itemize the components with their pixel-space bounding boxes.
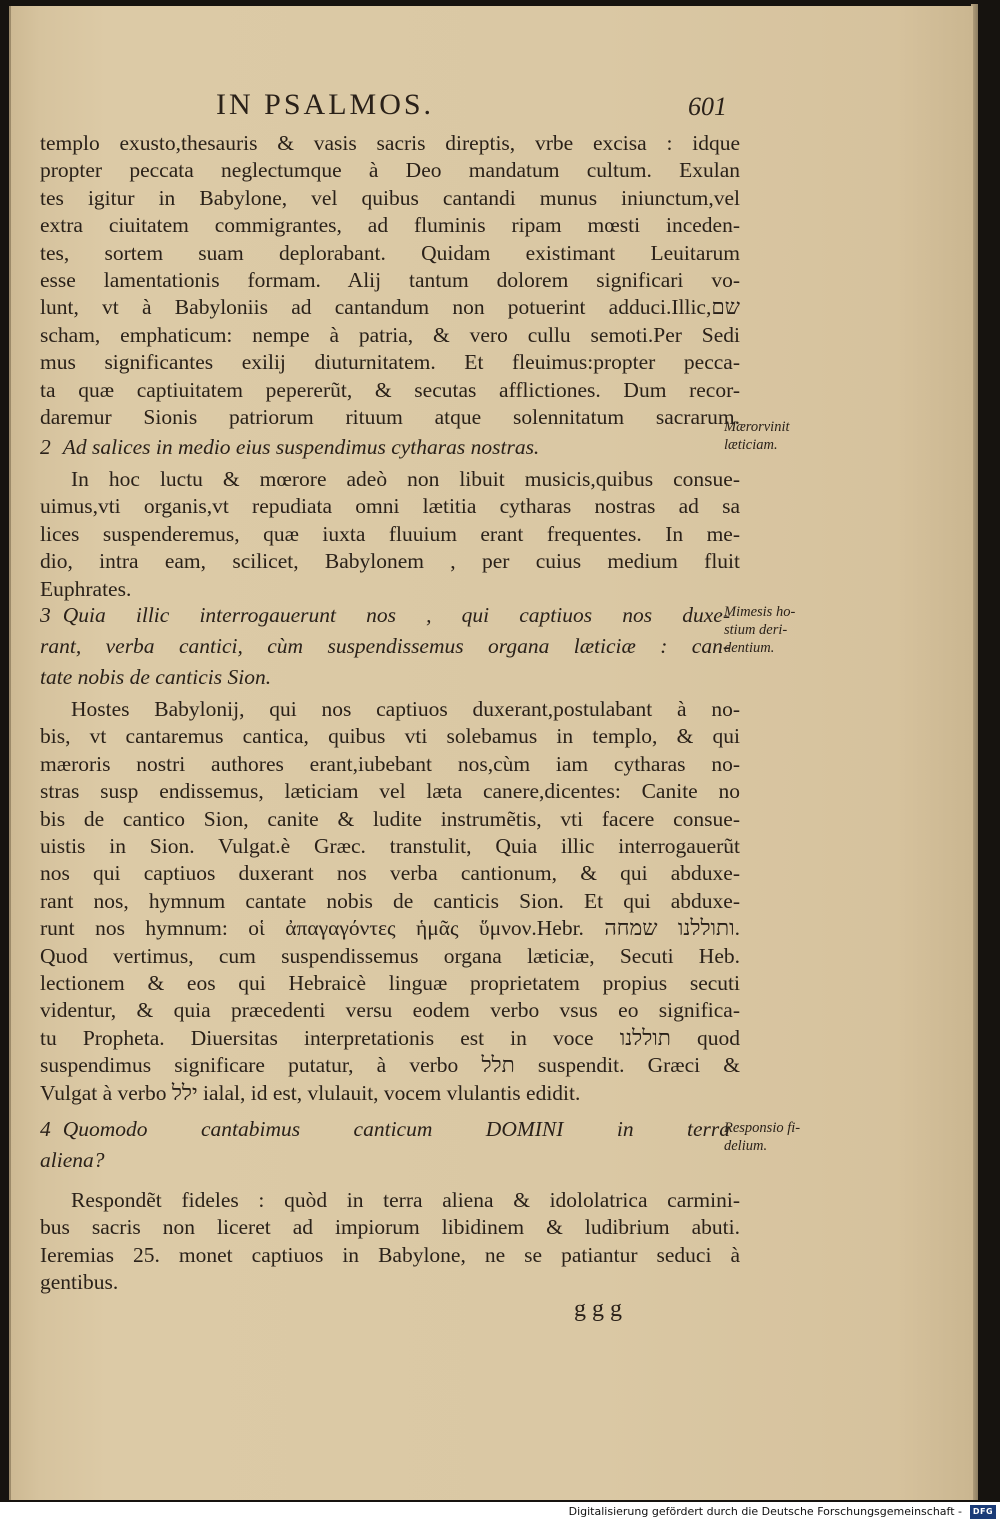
marginal-note-2 — [724, 603, 834, 657]
text-line: ta quæ captiuitatem pepererũt, & secutas afflictiones. Dum recor- — [40, 377, 740, 402]
text-line: lectionem & eos qui Hebraicè linguæ proprietatem propius secuti — [40, 971, 740, 996]
paragraph-1 — [40, 130, 740, 431]
text-line: runt nos hymnum: οἱ ἀπαγαγόντες ἡμᾶς ὕμνον.Hebr. ותוללנו שמחה. — [40, 916, 740, 941]
verse-number: 3 — [40, 603, 51, 627]
verse-line: rant, verba cantici, cùm suspendissemus organa læticiæ : can- — [40, 634, 730, 658]
text-line: rant nos, hymnum cantate nobis de canticis Sion. Et qui abduxe- — [40, 888, 740, 913]
verse-text: Quia illic interrogauerunt nos , qui captiuos nos duxe- — [62, 603, 730, 627]
verse-line — [40, 1114, 730, 1145]
text-line: Ieremias 25. monet captiuos in Babylone, ne se patiantur seduci à — [40, 1242, 740, 1267]
text-line: uistis in Sion. Vulgat.è Græc. transtulit, Quia illic interrogauerũt — [40, 834, 740, 859]
text-line: Respondẽt fideles : quòd in terra aliena & idololatrica carmini- — [71, 1188, 740, 1212]
verse-line: aliena? — [40, 1148, 105, 1172]
text-line: tes igitur in Babylone, vel quibus cantandi munus iniunctum,vel — [40, 185, 740, 210]
text-line: videntur, & quia præcedenti versu eodem verbo vsus eo significa- — [40, 998, 740, 1023]
funding-credit: Digitalisierung gefördert durch die Deutsche Forschungsgemeinschaft - — [568, 1505, 962, 1518]
note-line: stium deri- — [724, 622, 788, 638]
text-line: stras susp endissemus, læticiam vel læta canere,dicentes: Canite no — [40, 779, 740, 804]
book-page — [9, 6, 973, 1500]
note-line: Responsio fi- — [724, 1120, 801, 1136]
running-head — [11, 88, 973, 128]
text-line: lunt, vt à Babyloniis ad cantandum non potuerint adduci.Illic,שם — [40, 295, 740, 320]
text-line: Vulgat à verbo ילל ialal, id est, vlulauit, vocem vlulantis edidit. — [40, 1080, 581, 1105]
text-line: bis, vt cantaremus cantica, quibus vti solebamus in templo, & qui — [40, 724, 740, 749]
text-line: gentibus. — [40, 1270, 119, 1295]
folio-number: 601 — [688, 92, 727, 121]
text-line: templo exusto,thesauris & vasis sacris direptis, vrbe excisa : idque — [40, 131, 740, 155]
text-line: lices suspenderemus, quæ iuxta fluuium erant frequentes. In me- — [40, 521, 740, 546]
text-line: suspendimus significare putatur, à verbo תלל suspendit. Græci & — [40, 1053, 740, 1078]
note-line: dentium. — [724, 640, 775, 656]
verse-4 — [40, 1114, 730, 1176]
verse-2 — [40, 432, 730, 463]
paragraph-4 — [40, 1187, 740, 1297]
text-line: dio, intra eam, scilicet, Babylonem , per cuius medium fluit — [40, 549, 740, 574]
text-line: propter peccata neglectumque à Deo mandatum cultum. Exulan — [40, 158, 740, 183]
text-line: daremur Sionis patriorum rituum atque solennitatum sacrarum. — [40, 405, 740, 430]
text-line: bus sacris non liceret ad impiorum libidinem & ludibrium abuti. — [40, 1215, 740, 1240]
text-line: nos qui captiuos duxerant nos verba cantionum, & qui abduxe- — [40, 861, 740, 886]
verse-line — [40, 432, 730, 463]
text-line: mus significantes exilij diuturnitatem. Et fleuimus:propter pecca- — [40, 350, 740, 375]
text-line: scham, emphaticum: nempe à patria, & vero cullu semoti.Per Sedi — [40, 322, 740, 347]
text-line: bis de cantico Sion, canite & ludite instrumẽtis, vti facere consue- — [40, 806, 740, 831]
verse-number: 4 — [40, 1117, 51, 1141]
signature-mark: ggg — [574, 1296, 628, 1322]
note-line: læticiam. — [724, 437, 778, 453]
text-line: In hoc luctu & mœrore adeò non libuit musicis,quibus consue- — [71, 467, 740, 491]
text-line: extra ciuitatem commigrantes, ad fluminis ripam mœsti inceden- — [40, 213, 740, 238]
text-line: tu Propheta. Diuersitas interpretationis est in voce תוללנו quod — [40, 1025, 740, 1050]
text-line: uimus,vti organis,vt repudiata omni lætitia cytharas nostras ad sa — [40, 494, 740, 519]
dfg-logo[interactable]: DFG — [970, 1505, 996, 1519]
paragraph-2 — [40, 466, 740, 603]
verse-line — [40, 600, 730, 631]
text-line: tes, sortem suam deplorabant. Quidam existimant Leuitarum — [40, 240, 740, 265]
verse-3 — [40, 600, 730, 693]
note-line: Mimesis ho- — [724, 604, 796, 620]
running-head-title: IN PSALMOS. — [216, 88, 435, 121]
verse-number: 2 — [40, 435, 51, 459]
text-line: esse lamentationis formam. Alij tantum dolorem significari vo- — [40, 268, 740, 293]
text-line: Hostes Babylonij, qui nos captiuos duxerant,postulabant à no- — [71, 697, 740, 721]
marginal-note-3 — [724, 1119, 834, 1155]
paragraph-3 — [40, 696, 740, 1107]
text-line: mæroris nostri authores erant,iubebant nos,cùm iam cytharas no- — [40, 751, 740, 776]
text-line: Quod vertimus, cum suspendissemus organa læticiæ, Secuti Heb. — [40, 943, 740, 968]
verse-text: Quomodo cantabimus canticum DOMINI in terra — [62, 1117, 730, 1141]
marginal-note-1 — [724, 418, 834, 454]
footer-strip — [0, 1502, 1000, 1523]
verse-text: Ad salices in medio eius suspendimus cytharas nostras. — [62, 435, 540, 459]
text-line: Euphrates. — [40, 576, 132, 601]
note-line: Mærorvinit — [724, 419, 790, 435]
verse-line: tate nobis de canticis Sion. — [40, 665, 272, 689]
note-line: delium. — [724, 1138, 768, 1154]
